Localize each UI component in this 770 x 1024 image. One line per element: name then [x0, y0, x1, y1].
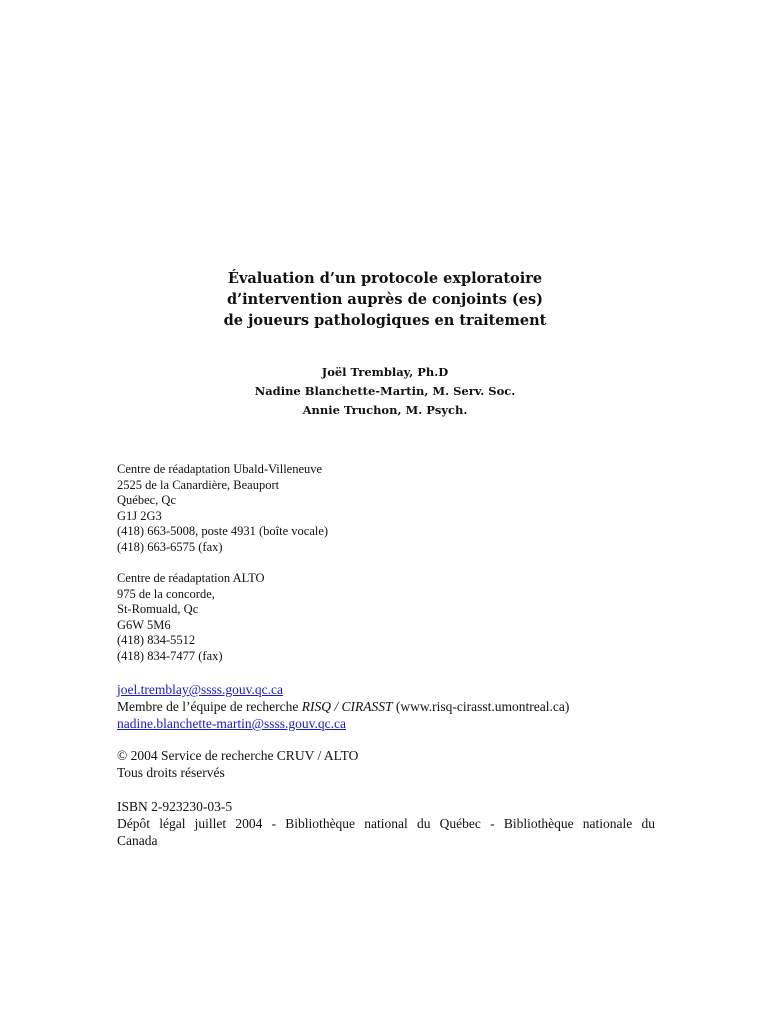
author-3: Annie Truchon, M. Psych. — [302, 403, 468, 417]
document-title — [0, 268, 770, 331]
author-2: Nadine Blanchette-Martin, M. Serv. Soc. — [254, 384, 516, 398]
centre-postal-code: G6W 5M6 — [117, 617, 171, 632]
copyright-line: © 2004 Service de recherche CRUV / ALTO — [117, 748, 359, 763]
address-centre-ubald-villeneuve — [117, 462, 657, 555]
authors-list — [0, 363, 770, 420]
research-team-url: (www.risq-cirasst.umontreal.ca) — [392, 699, 570, 714]
research-team-line — [117, 698, 657, 715]
isbn-line: ISBN 2-923230-03-5 — [117, 799, 233, 814]
centre-street: 2525 de la Canardière, Beauport — [117, 477, 280, 492]
email-link-nadine[interactable]: nadine.blanchette-martin@ssss.gouv.qc.ca — [117, 716, 346, 731]
centre-phone: (418) 663-5008, poste 4931 (boîte vocale) — [117, 524, 329, 538]
legal-deposit-line-cont: Canada — [117, 833, 158, 848]
centre-phone: (418) 834-5512 — [117, 633, 196, 647]
centre-fax: (418) 663-6575 (fax) — [117, 539, 223, 554]
author-1: Joël Tremblay, Ph.D — [321, 365, 449, 379]
legal-deposit-block — [117, 798, 655, 849]
research-team-name: RISQ / CIRASST — [301, 699, 393, 714]
centre-fax: (418) 834-7477 (fax) — [117, 648, 223, 663]
address-centre-alto — [117, 571, 657, 664]
email-line-1 — [117, 681, 657, 698]
centre-street: 975 de la concorde, — [117, 586, 215, 601]
centre-name: Centre de réadaptation Ubald-Villeneuve — [117, 462, 323, 476]
email-line-2 — [117, 715, 657, 732]
centre-postal-code: G1J 2G3 — [117, 508, 162, 523]
title-line-2: d’intervention auprès de conjoints (es) — [226, 291, 544, 308]
centre-city: Québec, Qc — [117, 493, 176, 507]
contact-info — [117, 681, 657, 732]
centre-name: Centre de réadaptation ALTO — [117, 571, 265, 585]
title-line-3: de joueurs pathologiques en traitement — [223, 312, 547, 329]
email-link-joel[interactable]: joel.tremblay@ssss.gouv.qc.ca — [117, 682, 284, 697]
copyright-block — [117, 747, 358, 781]
rights-reserved-line: Tous droits réservés — [117, 765, 225, 780]
title-line-1: Évaluation d’un protocole exploratoire — [227, 270, 543, 287]
centre-city: St-Romuald, Qc — [117, 602, 199, 616]
member-prefix: Membre de l’équipe de recherche — [117, 699, 302, 714]
legal-deposit-line: Dépôt légal juillet 2004 - Bibliothèque national du Québec - Bibliothèque nationale du — [117, 816, 655, 831]
